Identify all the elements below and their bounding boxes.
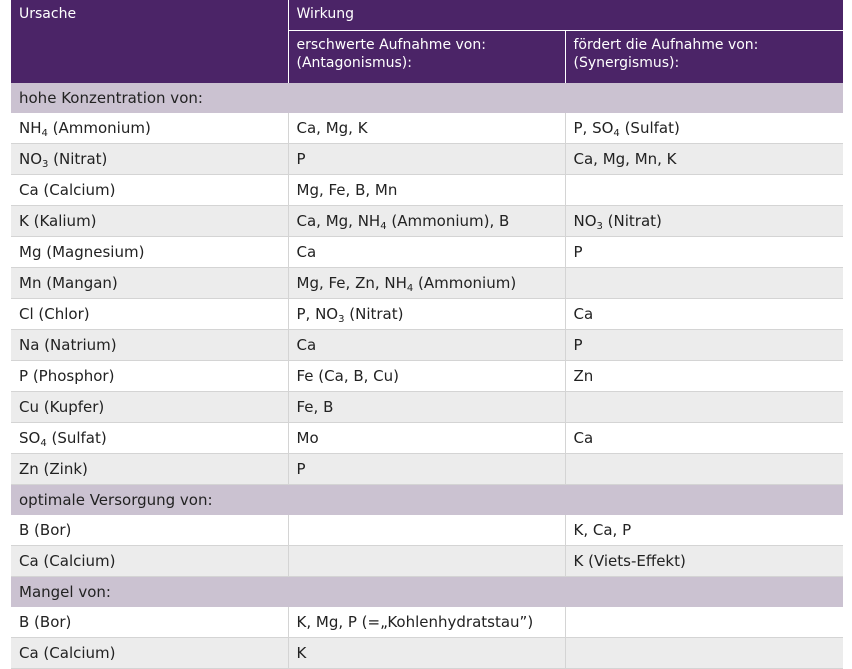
table-row <box>11 330 843 361</box>
cell-cause <box>11 607 288 638</box>
table-row <box>11 113 843 144</box>
cell-synergism <box>565 515 843 546</box>
cell-cause <box>11 299 288 330</box>
cell-text: Ca <box>573 305 594 323</box>
cell-text: Fe, B <box>296 398 334 416</box>
subscript: 4 <box>40 438 47 449</box>
subscript: 4 <box>613 128 620 139</box>
subscript: 4 <box>406 283 414 294</box>
cell-text: Ca, Mg, K <box>296 119 368 137</box>
cell-cause <box>11 454 288 485</box>
header-cause <box>11 0 288 83</box>
nutrient-interaction-table <box>11 0 843 669</box>
table-row <box>11 175 843 206</box>
cell-text: Mn (Mangan) <box>19 274 118 292</box>
cell-antagonism <box>288 392 565 423</box>
cell-text: Mo <box>296 429 319 447</box>
cell-antagonism <box>288 113 565 144</box>
cell-text: (Nitrat) <box>344 305 404 323</box>
cell-cause <box>11 144 288 175</box>
cell-text: SO <box>19 429 41 447</box>
cell-cause <box>11 361 288 392</box>
header-effect <box>288 0 843 31</box>
table-row <box>11 454 843 485</box>
cell-text: Ca, Mg, NH <box>296 212 381 230</box>
cell-cause <box>11 206 288 237</box>
cell-text: (Ammonium) <box>47 119 151 137</box>
cell-text: Ca <box>573 429 594 447</box>
cell-text: K <box>296 644 307 662</box>
cell-synergism <box>565 607 843 638</box>
table-row <box>11 515 843 546</box>
table-row <box>11 638 843 669</box>
cell-antagonism <box>288 638 565 669</box>
cell-text: Ca (Calcium) <box>19 644 116 662</box>
cell-text: P <box>296 460 306 478</box>
cell-synergism <box>565 175 843 206</box>
header-antagonism-line1: erschwerte Aufnahme von: <box>296 37 486 53</box>
subscript: 3 <box>42 159 49 170</box>
section-title: Mangel von: <box>11 577 843 608</box>
cell-text: (Nitrat) <box>48 150 108 168</box>
cell-text: Ca, Mg, Mn, K <box>573 150 677 168</box>
subscript: 3 <box>596 221 603 232</box>
cell-text: K, Mg, P (=„Kohlenhydratstau”) <box>296 613 534 631</box>
cell-synergism <box>565 206 843 237</box>
subscript: 4 <box>380 221 387 232</box>
cell-synergism <box>565 268 843 299</box>
cell-synergism <box>565 454 843 485</box>
cell-synergism <box>565 638 843 669</box>
cell-cause <box>11 638 288 669</box>
header-synergism-line2: (Synergismus): <box>573 55 680 71</box>
cell-synergism <box>565 144 843 175</box>
cell-text: NO <box>573 212 597 230</box>
section-header-row <box>11 485 843 516</box>
cell-text: P <box>573 336 583 354</box>
cell-cause <box>11 268 288 299</box>
cell-text: Ca <box>296 336 317 354</box>
cell-text: Mg (Magnesium) <box>19 243 145 261</box>
header-antagonism-line2: (Antagonismus): <box>296 55 412 71</box>
cell-text: Mg, Fe, Zn, NH <box>296 274 407 292</box>
cell-antagonism <box>288 206 565 237</box>
table-header <box>11 0 843 83</box>
table-row <box>11 237 843 268</box>
cell-antagonism <box>288 546 565 577</box>
cell-text: Mg, Fe, B, Mn <box>296 181 398 199</box>
section-header-row <box>11 83 843 113</box>
cell-antagonism <box>288 330 565 361</box>
cell-antagonism <box>288 607 565 638</box>
cell-synergism <box>565 546 843 577</box>
cell-text: Ca <box>296 243 317 261</box>
subscript: 3 <box>338 314 345 325</box>
cell-text: Ca (Calcium) <box>19 552 116 570</box>
cell-cause <box>11 175 288 206</box>
section-title: hohe Konzentration von: <box>11 83 843 113</box>
cell-text: Na (Natrium) <box>19 336 117 354</box>
cell-antagonism <box>288 144 565 175</box>
table-row <box>11 607 843 638</box>
cell-text: Cl (Chlor) <box>19 305 90 323</box>
cell-synergism <box>565 237 843 268</box>
cell-text: K (Viets-Effekt) <box>573 552 686 570</box>
section-header-row <box>11 577 843 608</box>
cell-cause <box>11 113 288 144</box>
cell-text: NH <box>19 119 42 137</box>
header-cause-label: Ursache <box>19 6 77 22</box>
cell-text: P <box>296 150 306 168</box>
cell-antagonism <box>288 268 565 299</box>
cell-text: (Ammonium), B <box>386 212 510 230</box>
cell-text: B (Bor) <box>19 521 72 539</box>
cell-cause <box>11 546 288 577</box>
cell-antagonism <box>288 515 565 546</box>
cell-synergism <box>565 423 843 454</box>
cell-cause <box>11 330 288 361</box>
cell-synergism <box>565 299 843 330</box>
table-row <box>11 268 843 299</box>
cell-text: B (Bor) <box>19 613 72 631</box>
cell-text: Zn <box>573 367 594 385</box>
cell-cause <box>11 423 288 454</box>
cell-antagonism <box>288 423 565 454</box>
table-row <box>11 144 843 175</box>
cell-text: P (Phosphor) <box>19 367 115 385</box>
header-antagonism <box>288 31 565 84</box>
cell-antagonism <box>288 454 565 485</box>
cell-antagonism <box>288 175 565 206</box>
cell-cause <box>11 392 288 423</box>
cell-antagonism <box>288 237 565 268</box>
header-effect-label: Wirkung <box>296 6 354 22</box>
cell-text: (Nitrat) <box>602 212 662 230</box>
cell-text: Zn (Zink) <box>19 460 88 478</box>
cell-text: (Sulfat) <box>619 119 680 137</box>
cell-text: Ca (Calcium) <box>19 181 116 199</box>
table-row <box>11 361 843 392</box>
cell-text: (Sulfat) <box>46 429 107 447</box>
cell-synergism <box>565 392 843 423</box>
cell-text: P, NO <box>296 305 339 323</box>
cell-synergism <box>565 113 843 144</box>
cell-text: K, Ca, P <box>573 521 632 539</box>
cell-text: NO <box>19 150 43 168</box>
table-row <box>11 206 843 237</box>
cell-text: P <box>573 243 583 261</box>
table-row <box>11 546 843 577</box>
cell-antagonism <box>288 299 565 330</box>
cell-synergism <box>565 330 843 361</box>
header-synergism-line1: fördert die Aufnahme von: <box>573 37 759 53</box>
cell-cause <box>11 515 288 546</box>
table-row <box>11 299 843 330</box>
cell-antagonism <box>288 361 565 392</box>
cell-text: Fe (Ca, B, Cu) <box>296 367 400 385</box>
cell-text: P, SO <box>573 119 614 137</box>
cell-text: Cu (Kupfer) <box>19 398 105 416</box>
cell-text: (Ammonium) <box>413 274 517 292</box>
table-row <box>11 423 843 454</box>
section-title: optimale Versorgung von: <box>11 485 843 516</box>
cell-synergism <box>565 361 843 392</box>
table-body <box>11 83 843 669</box>
subscript: 4 <box>41 128 48 139</box>
cell-text: K (Kalium) <box>19 212 97 230</box>
nutrient-interaction-table-container <box>11 0 843 669</box>
table-row <box>11 392 843 423</box>
header-synergism <box>565 31 843 84</box>
cell-cause <box>11 237 288 268</box>
